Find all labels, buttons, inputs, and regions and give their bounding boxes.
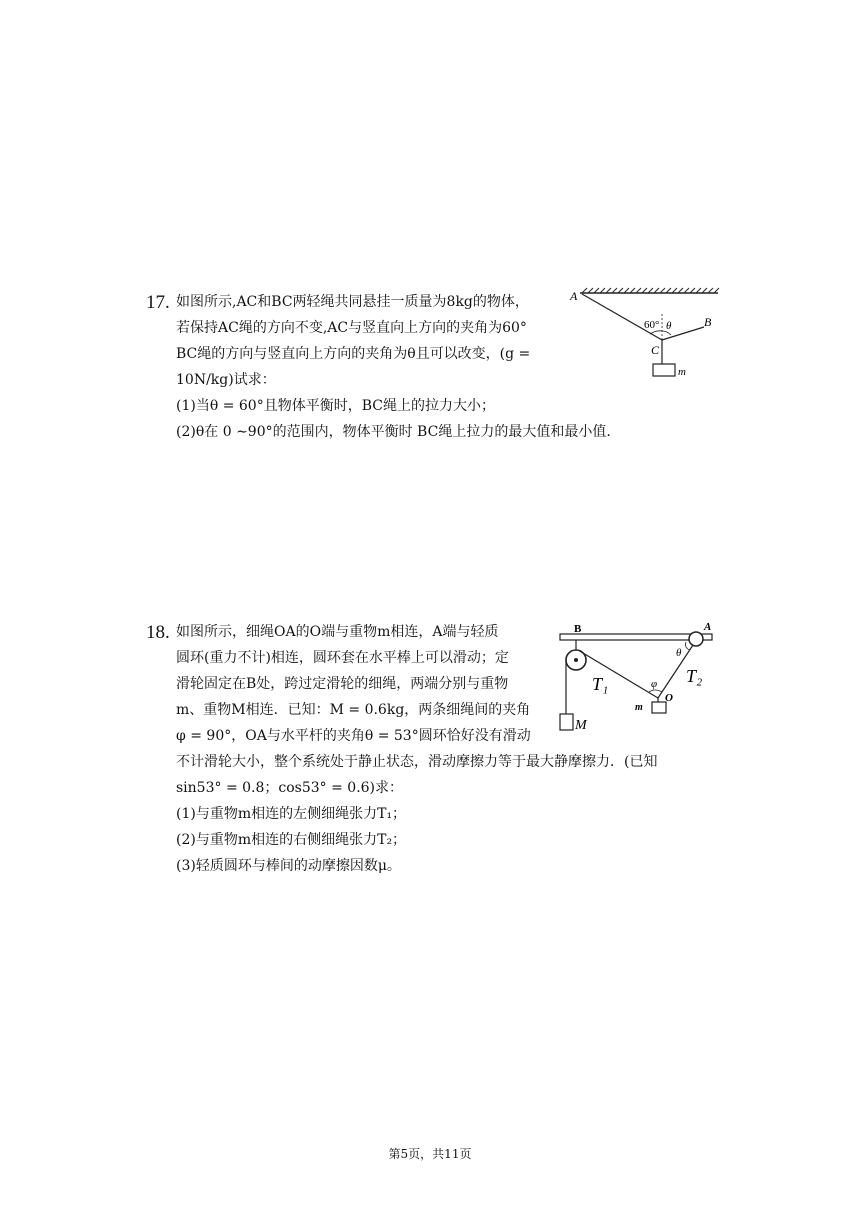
figure-17-rope-diagram <box>568 286 720 382</box>
text-line: 10N/kg)试求： <box>176 372 276 388</box>
text-line: (2)与重物m相连的右侧细绳张力T₂； <box>176 832 407 848</box>
label-b: B <box>574 623 582 635</box>
text-line: φ = 90°，OA与水平杆的夹角θ = 53°圆环恰好没有滑动 <box>176 728 531 744</box>
text-line: 若保持AC绳的方向不变,AC与竖直向上方向的夹角为60° <box>176 320 527 336</box>
text-line: 圆环(重力不计)相连，圆环套在水平棒上可以滑动；定 <box>176 650 509 666</box>
label-theta: θ <box>676 647 682 659</box>
label-t1: T₁ <box>592 674 609 694</box>
label-o: O <box>665 692 673 704</box>
text-line: (1)与重物m相连的左侧细绳张力T₁； <box>176 806 407 822</box>
text-line: 如图所示,AC和BC两轻绳共同悬挂一质量为8kg的物体， <box>176 294 529 310</box>
page-footer: 第5页，共11页 <box>388 1147 472 1161</box>
text-line: 如图所示，细绳OA的O端与重物m相连，A端与轻质 <box>176 624 499 640</box>
text-line: BC绳的方向与竖直向上方向的夹角为θ且可以改变，(g = <box>176 346 531 362</box>
label-m-big: M <box>575 718 587 733</box>
text-line: (2)θ在 0 ∼90°的范围内，物体平衡时 BC绳上拉力的最大值和最小值. <box>176 424 611 440</box>
label-phi: φ <box>651 678 658 690</box>
label-m-small: m <box>635 702 643 713</box>
text-line: m、重物M相连．已知：M = 0.6kg，两条细绳间的夹角 <box>176 702 531 718</box>
problem-number: 17. <box>146 292 170 313</box>
text-line: sin53° = 0.8；cos53° = 0.6)求： <box>176 780 404 796</box>
label-a: A <box>704 621 712 633</box>
figure-18-pulley-diagram <box>556 612 720 738</box>
label-a: A <box>570 289 578 303</box>
label-m: m <box>678 366 686 378</box>
label-t2: T₂ <box>686 666 703 686</box>
label-theta: θ <box>666 320 672 332</box>
text-line: (1)当θ = 60°且物体平衡时，BC绳上的拉力大小； <box>176 398 495 414</box>
problem-number: 18. <box>146 622 170 643</box>
text-line: (3)轻质圆环与棒间的动摩擦因数μ。 <box>176 858 401 874</box>
label-angle-60: 60° <box>644 319 660 331</box>
label-b: B <box>704 315 712 329</box>
text-line: 滑轮固定在B处，跨过定滑轮的细绳，两端分别与重物 <box>176 676 509 692</box>
label-c: C <box>651 343 660 357</box>
text-line: 不计滑轮大小，整个系统处于静止状态，滑动摩擦力等于最大静摩擦力．(已知 <box>176 754 658 770</box>
